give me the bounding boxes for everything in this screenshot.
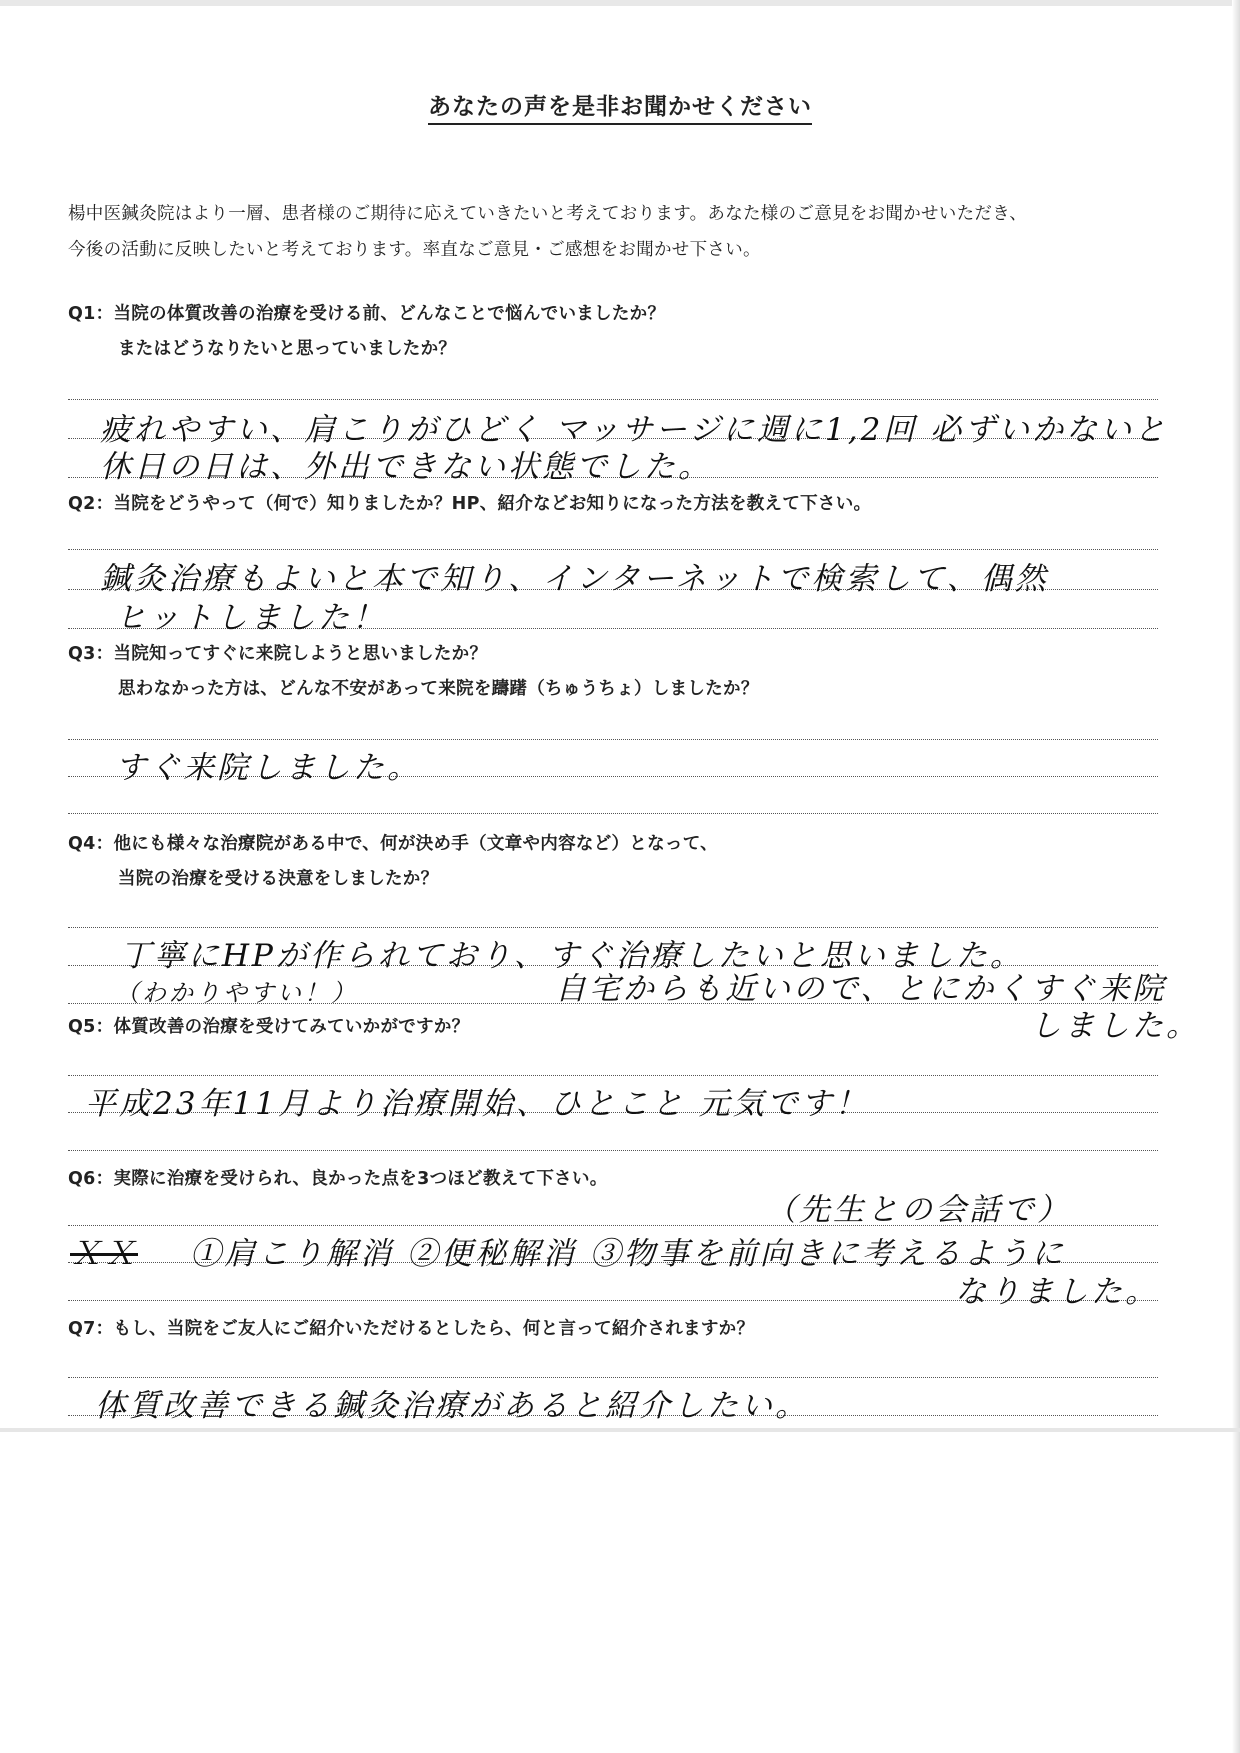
answer-2-line-2: ヒットしました！ [115, 600, 387, 636]
question-4-sub: 当院の治療を受ける決意をしましたか？ [118, 869, 439, 889]
answer-6-note: （先生との会話で） [765, 1192, 1071, 1228]
question-4: Q4：他にも様々な治療院がある中で、何が決め手（文章や内容など）となって、 当院の治療を受ける決意をしましたか？ [68, 834, 718, 889]
intro-text [68, 196, 1188, 268]
question-7: Q7：もし、当院をご友人にご紹介いただけるとしたら、何と言って紹介されますか？ [68, 1319, 755, 1339]
answer-1-line-1: 疲れやすい、肩こりがひどく マッサージに週に1,2回 必ずいかないと [100, 412, 1169, 448]
answer-3-line-1: すぐ来院しました。 [115, 750, 421, 786]
question-6: Q6：実際に治療を受けられ、良かった点を3つほど教えて下さい。 [68, 1169, 608, 1189]
question-1: Q1：当院の体質改善の治療を受ける前、どんなことで悩んでいましたか？ またはどうなりたいと思っていましたか？ [68, 304, 666, 359]
answer-5-line-1: 平成23年11月より治療開始、ひとこと 元気です！ [85, 1086, 869, 1122]
answer-7-line-1: 体質改善できる鍼灸治療があると紹介したい。 [95, 1388, 809, 1424]
answer-line [68, 1377, 1158, 1378]
question-2: Q2：当院をどうやって（何で）知りましたか？HP、紹介などお知りになった方法を教えて下さい。 [68, 494, 872, 514]
answer-4-line-1: 丁寧にHPが作られており、すぐ治療したいと思いました。 [120, 938, 1024, 974]
sheet-top-edge [0, 0, 1240, 6]
intro-line-2: 今後の活動に反映したいと考えております。率直なご意見・ご感想をお聞かせ下さい。 [68, 240, 761, 260]
answer-line [68, 1075, 1158, 1076]
page-title: あなたの声を是非お聞かせください [0, 88, 1240, 121]
answer-line [68, 549, 1158, 550]
intro-line-1: 楊中医鍼灸院はより一層、患者様のご期待に応えていきたいと考えております。あなた様のご意見をお聞かせいただき、 [68, 204, 1028, 224]
answer-4-line-2: 自宅からも近いので、とにかくすぐ来院 [555, 971, 1167, 1007]
question-3-sub: 思わなかった方は、どんな不安があって来院を躊躇（ちゅうちょ）しましたか？ [118, 679, 759, 699]
answer-1-line-2: 休日の日は、外出できない状態でした。 [100, 449, 712, 485]
answer-4-line-3: しました。 [1030, 1008, 1200, 1044]
answer-line [68, 739, 1158, 740]
answer-line [68, 927, 1158, 928]
answer-6-line-2: なりました。 [955, 1274, 1159, 1310]
answer-line [68, 813, 1158, 814]
answer-4-note: （わかりやすい！） [115, 979, 358, 1007]
question-5: Q5：体質改善の治療を受けてみていかがですか？ [68, 1017, 470, 1037]
answer-6-line-1: ①肩こり解消 ②便秘解消 ③物事を前向きに考えるように [190, 1236, 1066, 1272]
question-3: Q3：当院知ってすぐに来院しようと思いましたか？ 思わなかった方は、どんな不安があって来院を躊躇（ちゅうちょ）しましたか？ [68, 644, 759, 699]
sheet-right-edge [1232, 0, 1240, 1753]
answer-line [68, 1150, 1158, 1151]
question-1-sub: またはどうなりたいと思っていましたか？ [118, 339, 457, 359]
scan-fold-line [0, 1428, 1240, 1432]
answer-line [68, 399, 1158, 400]
answer-6-struck-text: ＸＸ [70, 1236, 138, 1272]
answer-2-line-1: 鍼灸治療もよいと本で知り、インターネットで検索して、偶然 [100, 561, 1049, 597]
